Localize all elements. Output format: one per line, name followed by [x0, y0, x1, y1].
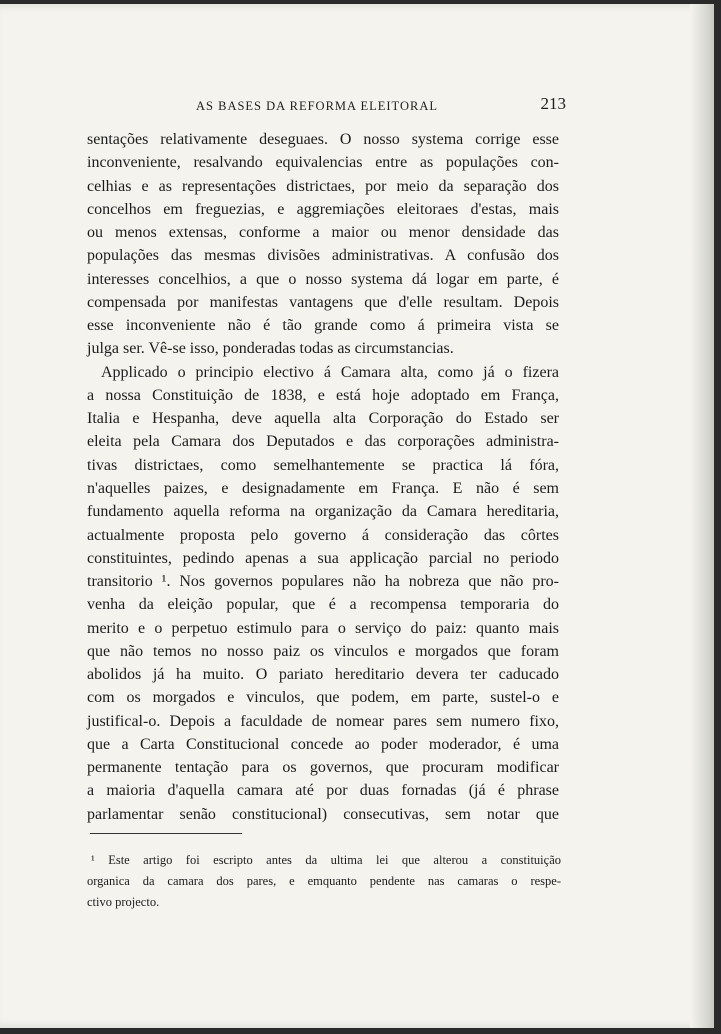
footnote-line: organica da camara dos pares, e emquanto pendente nas camaras o respe- — [87, 874, 561, 888]
text-line: inconveniente, resalvando equivalencias entre as populações con- — [87, 154, 559, 172]
text-line: concelhos em freguezias, e aggremiações eleitoraes d'estas, mais — [87, 200, 559, 218]
running-title: AS BASES DA REFORMA ELEITORAL — [196, 99, 438, 113]
text-line: que não temos no nosso paiz os vinculos e morgados que foram — [87, 642, 559, 660]
text-line: Applicado o principio electivo á Camara alta, como já o fizera — [101, 363, 559, 381]
body-text — [87, 128, 559, 826]
text-line: julga ser. Vê-se isso, ponderadas todas as circumstancias. — [87, 340, 454, 358]
text-line: interesses concelhios, a que o nosso systema dá logar em parte, é — [87, 270, 559, 288]
text-line: compensada por manifestas vantagens que d'elle resultam. Depois — [87, 293, 559, 311]
text-line: constituintes, pedindo apenas a sua applicação parcial no periodo — [87, 549, 559, 567]
footnote — [87, 850, 561, 913]
text-line: Italia e Hespanha, deve aquella alta Corporação do Estado ser — [87, 410, 559, 428]
footnote-line: ¹ Este artigo foi escripto antes da ultima lei que alterou a constituição — [91, 853, 561, 867]
text-line: fundamento aquella reforma na organização da Camara hereditaria, — [87, 503, 559, 521]
text-line: tivas districtaes, como semelhantemente se practica lá fóra, — [87, 456, 559, 474]
text-line: populações das mesmas divisões administrativas. A confusão dos — [87, 247, 559, 265]
text-line: sentações relativamente deseguaes. O nosso systema corrige esse — [87, 131, 559, 148]
footnote-divider — [90, 833, 242, 834]
text-line: merito e o perpetuo estimulo para o serviço do paiz: quanto mais — [87, 619, 559, 637]
text-line: que a Carta Constitucional concede ao poder moderador, é uma — [87, 735, 559, 753]
text-line: ou menos extensas, conforme a maior ou menor densidade das — [87, 224, 559, 242]
text-line: venha da eleição popular, que é a recompensa temporaria do — [87, 596, 559, 614]
text-line: a maioria d'aquella camara até por duas fornadas (já é phrase — [87, 782, 559, 800]
footnote-line: ctivo projecto. — [87, 895, 160, 909]
book-page — [0, 4, 714, 1028]
text-line: permanente tentação para os governos, que procuram modificar — [87, 759, 559, 777]
text-line: com os morgados e vinculos, que podem, em parte, sustel-o e — [87, 689, 559, 707]
text-line: eleita pela Camara dos Deputados e das corporações administra- — [87, 433, 559, 451]
text-line: esse inconveniente não é tão grande como á primeira vista se — [87, 317, 559, 335]
page-header — [196, 94, 566, 118]
page-number: 213 — [540, 94, 566, 113]
text-line: parlamentar senão constitucional) consecutivas, sem notar que — [87, 805, 559, 823]
text-line: n'aquelles paizes, e designadamente em França. E não é sem — [87, 479, 559, 497]
text-line: actualmente proposta pelo governo á consideração das côrtes — [87, 526, 559, 544]
text-line: celhias e as representações districtaes, por meio da separação dos — [87, 177, 559, 195]
text-line: justifical-o. Depois a faculdade de nomear pares sem numero fixo, — [87, 712, 559, 730]
text-line: transitorio ¹. Nos governos populares não ha nobreza que não pro- — [87, 573, 559, 591]
text-line: a nossa Constituição de 1838, e está hoje adoptado em França, — [87, 386, 559, 404]
text-line: abolidos já ha muito. O pariato hereditario devera ter caducado — [87, 666, 559, 684]
page-edge-shadow — [690, 4, 714, 1028]
